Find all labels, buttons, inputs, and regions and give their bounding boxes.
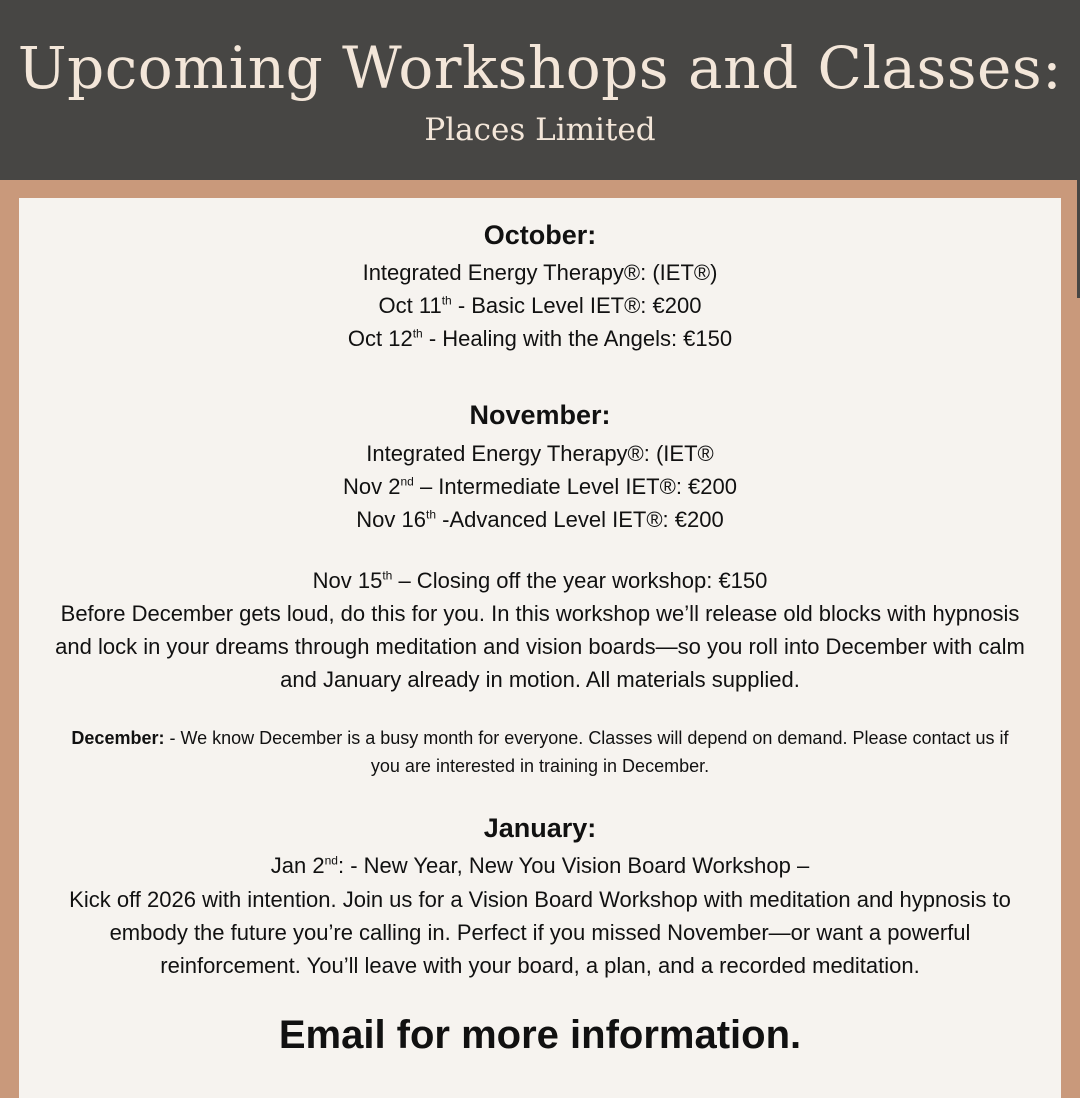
november-line-1: Integrated Energy Therapy®: (IET® (366, 441, 714, 466)
january-line-1: Jan 2nd: - New Year, New You Vision Board Workshop – (270, 853, 810, 878)
december-note: December: - We know December is a busy month for everyone. Classes will depend on demand. Please contact us if you are interested in training in December. (71, 728, 1009, 776)
page-title: Upcoming Workshops and Classes: (17, 34, 1063, 102)
november-workshop-title: Nov 15th – Closing off the year workshop: €150 (312, 568, 768, 593)
october-heading: October: (483, 220, 597, 250)
schedule-card (19, 198, 1061, 1098)
november-workshop-description: Before December gets loud, do this for you. In this workshop we’ll release old blocks with hypnosis and lock in your dreams through meditation and vision boards—so you roll into December with calm and January already in motion. All materials supplied. (55, 601, 1025, 692)
january-description: Kick off 2026 with intention. Join us for a Vision Board Workshop with meditation and hypnosis to embody the future you’re calling in. Perfect if you missed November—or want a powerful reinforcement. You’ll leave with your board, a plan, and a recorded meditation. (69, 887, 1011, 978)
november-heading: November: (469, 400, 611, 430)
november-line-2: Nov 2nd – Intermediate Level IET®: €200 (342, 474, 737, 499)
december-label: December: (71, 728, 165, 748)
october-line-2: Oct 11th - Basic Level IET®: €200 (378, 293, 702, 318)
january-heading: January: (483, 813, 597, 843)
page-subtitle: Places Limited (424, 112, 656, 148)
october-line-1: Integrated Energy Therapy®: (IET®) (362, 260, 718, 285)
november-line-3: Nov 16th -Advanced Level IET®: €200 (356, 507, 724, 532)
header-banner (0, 0, 1080, 180)
email-cta: Email for more information. (278, 1013, 802, 1057)
october-line-3: Oct 12th - Healing with the Angels: €150 (347, 326, 733, 351)
